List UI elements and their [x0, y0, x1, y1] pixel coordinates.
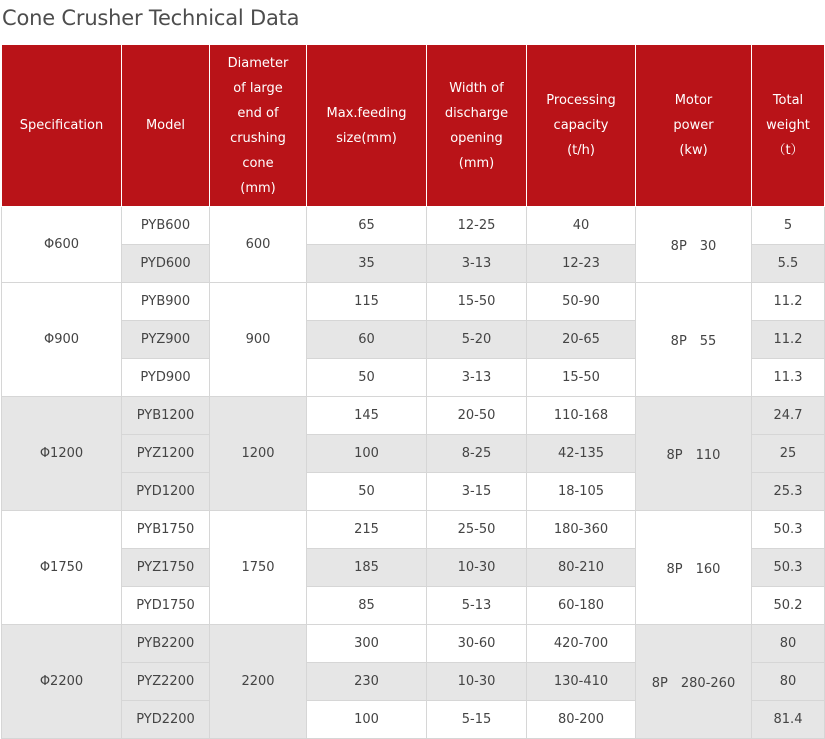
- cell-processing-capacity: 20-65: [527, 321, 636, 359]
- cell-max-feeding-size: 300: [307, 625, 427, 663]
- cell-max-feeding-size: 230: [307, 663, 427, 701]
- header-diameter: Diameter of large end of crushing cone (mm): [210, 45, 307, 207]
- technical-data-table: [1, 44, 825, 739]
- cell-total-weight: 81.4: [752, 701, 825, 739]
- cell-model: PYZ1750: [122, 549, 210, 587]
- cell-discharge-width: 30-60: [427, 625, 527, 663]
- cell-model: PYB1750: [122, 511, 210, 549]
- cell-motor-power: 8P 55: [636, 283, 752, 397]
- cell-discharge-width: 3-13: [427, 245, 527, 283]
- cell-model: PYD900: [122, 359, 210, 397]
- cell-processing-capacity: 80-200: [527, 701, 636, 739]
- header-total-weight: Total weight （t）: [752, 45, 825, 207]
- cell-discharge-width: 5-13: [427, 587, 527, 625]
- header-processing-capacity: Processing capacity (t/h): [527, 45, 636, 207]
- header-max-feeding-size: Max.feeding size(mm): [307, 45, 427, 207]
- cell-max-feeding-size: 215: [307, 511, 427, 549]
- cell-diameter: 2200: [210, 625, 307, 739]
- cell-model: PYB1200: [122, 397, 210, 435]
- cell-total-weight: 50.3: [752, 511, 825, 549]
- cell-processing-capacity: 18-105: [527, 473, 636, 511]
- cell-discharge-width: 10-30: [427, 663, 527, 701]
- cell-specification: Φ2200: [2, 625, 122, 739]
- cell-diameter: 600: [210, 207, 307, 283]
- cell-model: PYD2200: [122, 701, 210, 739]
- cell-discharge-width: 25-50: [427, 511, 527, 549]
- cell-model: PYZ2200: [122, 663, 210, 701]
- cell-total-weight: 11.2: [752, 283, 825, 321]
- cell-total-weight: 5: [752, 207, 825, 245]
- cell-discharge-width: 10-30: [427, 549, 527, 587]
- cell-total-weight: 11.3: [752, 359, 825, 397]
- cell-total-weight: 80: [752, 625, 825, 663]
- cell-discharge-width: 20-50: [427, 397, 527, 435]
- cell-discharge-width: 8-25: [427, 435, 527, 473]
- cell-motor-power: 8P 280-260: [636, 625, 752, 739]
- header-motor-power: Motor power (kw): [636, 45, 752, 207]
- cell-processing-capacity: 15-50: [527, 359, 636, 397]
- table-row: [2, 397, 825, 435]
- cell-total-weight: 5.5: [752, 245, 825, 283]
- cell-total-weight: 50.3: [752, 549, 825, 587]
- cell-processing-capacity: 180-360: [527, 511, 636, 549]
- cell-total-weight: 25.3: [752, 473, 825, 511]
- cell-discharge-width: 5-15: [427, 701, 527, 739]
- cell-model: PYZ1200: [122, 435, 210, 473]
- cell-processing-capacity: 50-90: [527, 283, 636, 321]
- cell-specification: Φ1750: [2, 511, 122, 625]
- cell-max-feeding-size: 185: [307, 549, 427, 587]
- cell-discharge-width: 5-20: [427, 321, 527, 359]
- cell-motor-power: 8P 30: [636, 207, 752, 283]
- cell-processing-capacity: 40: [527, 207, 636, 245]
- cell-processing-capacity: 80-210: [527, 549, 636, 587]
- table-row: [2, 625, 825, 663]
- cell-total-weight: 25: [752, 435, 825, 473]
- cell-max-feeding-size: 35: [307, 245, 427, 283]
- cell-total-weight: 11.2: [752, 321, 825, 359]
- cell-max-feeding-size: 115: [307, 283, 427, 321]
- cell-total-weight: 50.2: [752, 587, 825, 625]
- cell-max-feeding-size: 50: [307, 359, 427, 397]
- cell-max-feeding-size: 60: [307, 321, 427, 359]
- cell-model: PYD1750: [122, 587, 210, 625]
- cell-diameter: 1750: [210, 511, 307, 625]
- cell-max-feeding-size: 100: [307, 435, 427, 473]
- cell-processing-capacity: 110-168: [527, 397, 636, 435]
- cell-processing-capacity: 420-700: [527, 625, 636, 663]
- cell-discharge-width: 3-13: [427, 359, 527, 397]
- cell-diameter: 900: [210, 283, 307, 397]
- table-row: [2, 283, 825, 321]
- cell-diameter: 1200: [210, 397, 307, 511]
- cell-max-feeding-size: 145: [307, 397, 427, 435]
- cell-discharge-width: 15-50: [427, 283, 527, 321]
- cell-motor-power: 8P 110: [636, 397, 752, 511]
- header-specification: Specification: [2, 45, 122, 207]
- cell-model: PYD600: [122, 245, 210, 283]
- cell-motor-power: 8P 160: [636, 511, 752, 625]
- cell-model: PYB600: [122, 207, 210, 245]
- cell-max-feeding-size: 65: [307, 207, 427, 245]
- cell-max-feeding-size: 85: [307, 587, 427, 625]
- cell-model: PYZ900: [122, 321, 210, 359]
- cell-total-weight: 24.7: [752, 397, 825, 435]
- cell-processing-capacity: 130-410: [527, 663, 636, 701]
- cell-model: PYD1200: [122, 473, 210, 511]
- cell-processing-capacity: 42-135: [527, 435, 636, 473]
- header-discharge-width: Width of discharge opening (mm): [427, 45, 527, 207]
- cell-discharge-width: 3-15: [427, 473, 527, 511]
- cell-model: PYB900: [122, 283, 210, 321]
- cell-model: PYB2200: [122, 625, 210, 663]
- table-header-row: [2, 45, 825, 207]
- page-title: Cone Crusher Technical Data: [2, 6, 300, 30]
- header-model: Model: [122, 45, 210, 207]
- cell-total-weight: 80: [752, 663, 825, 701]
- cell-processing-capacity: 12-23: [527, 245, 636, 283]
- cell-specification: Φ1200: [2, 397, 122, 511]
- cell-max-feeding-size: 100: [307, 701, 427, 739]
- table-row: [2, 511, 825, 549]
- table-body: [2, 207, 825, 739]
- table-row: [2, 207, 825, 245]
- cell-processing-capacity: 60-180: [527, 587, 636, 625]
- cell-specification: Φ600: [2, 207, 122, 283]
- cell-max-feeding-size: 50: [307, 473, 427, 511]
- cell-discharge-width: 12-25: [427, 207, 527, 245]
- cell-specification: Φ900: [2, 283, 122, 397]
